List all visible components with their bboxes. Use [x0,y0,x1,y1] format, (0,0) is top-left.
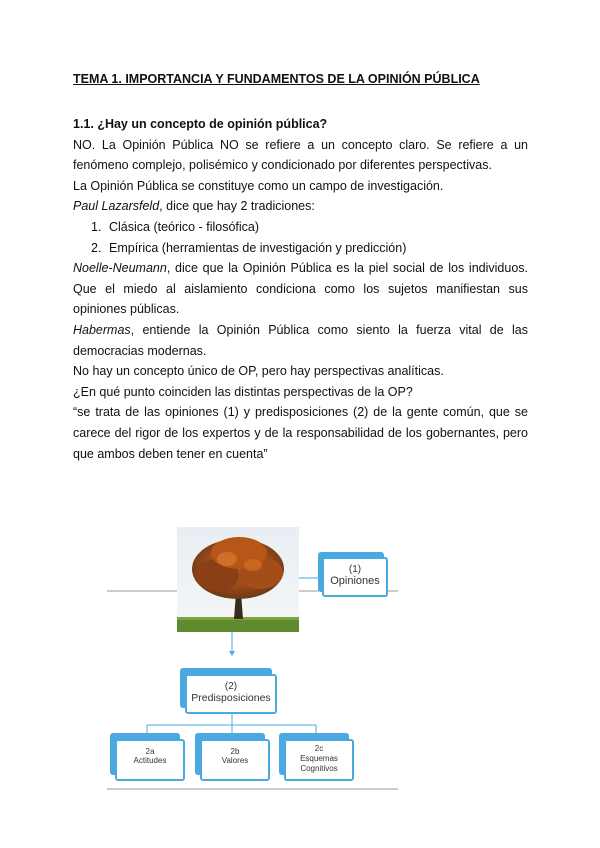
predisposiciones-label: Predisposiciones [191,692,271,704]
tree-image [177,527,299,632]
list-item-number: 2. [91,240,102,255]
list-item-text: Empírica (herramientas de investigación y predicción) [109,240,407,255]
author-noelle-neumann: Noelle-Neumann [73,261,167,276]
opiniones-number: (1) [348,564,362,575]
opiniones-box [322,557,388,597]
noelle-neumann-text: , dice que la Opinión Pública es la piel social de los individuos. Que el miedo al aislamiento condiciona como los sujetos manifiestan sus opiniones públicas. [73,261,528,317]
paragraph-op: No hay un concepto único de OP, pero hay perspectivas analíticas. [73,364,444,379]
esquemas-label: Esquemas Cognitivos [300,754,338,773]
predisposiciones-number: (2) [224,681,238,692]
predisposiciones-box [185,674,277,714]
paragraph-no-concept: NO. La Opinión Pública NO se refiere a un concepto claro. Se refiere a un fenómeno complejo, polisémico y condicionado por diferentes perspectivas. [73,137,528,173]
arrow-head-predisposiciones [229,651,235,656]
esquemas-box [284,739,354,781]
list-item-text: Clásica (teórico - filosófica) [109,219,260,234]
author-habermas: Habermas [73,322,131,337]
lazarsfeld-text: , dice que hay 2 tradiciones: [159,199,315,214]
paragraph-question: ¿En qué punto coinciden las distintas perspectivas de la OP? [73,384,413,399]
actitudes-label: Actitudes [133,756,167,765]
valores-box [200,739,270,781]
habermas-text: , entiende la Opinión Pública como siento la fuerza vital de las democracias modernas. [73,322,528,358]
document-title: TEMA 1. IMPORTANCIA Y FUNDAMENTOS DE LA OPINIÓN PÚBLICA [73,72,480,86]
section-heading: 1.1. ¿Hay un concepto de opinión pública? [73,117,328,131]
esquemas-number: 2c [314,744,324,753]
author-lazarsfeld: Paul Lazarsfeld [73,199,160,214]
valores-label: Valores [221,756,249,765]
valores-number: 2b [230,747,240,756]
actitudes-number: 2a [145,747,155,756]
paragraph-research-field: La Opinión Pública se constituye como un campo de investigación. [73,178,444,193]
list-item-number: 1. [91,219,102,234]
quote-block: “se trata de las opiniones (1) y predisposiciones (2) de la gente común, que se carece del rigor de los expertos y de la responsabilidad de los gobernantes, pero que ambos deben tener en cuenta” [73,405,528,462]
actitudes-box [115,739,185,781]
opiniones-label: Opiniones [330,575,380,587]
